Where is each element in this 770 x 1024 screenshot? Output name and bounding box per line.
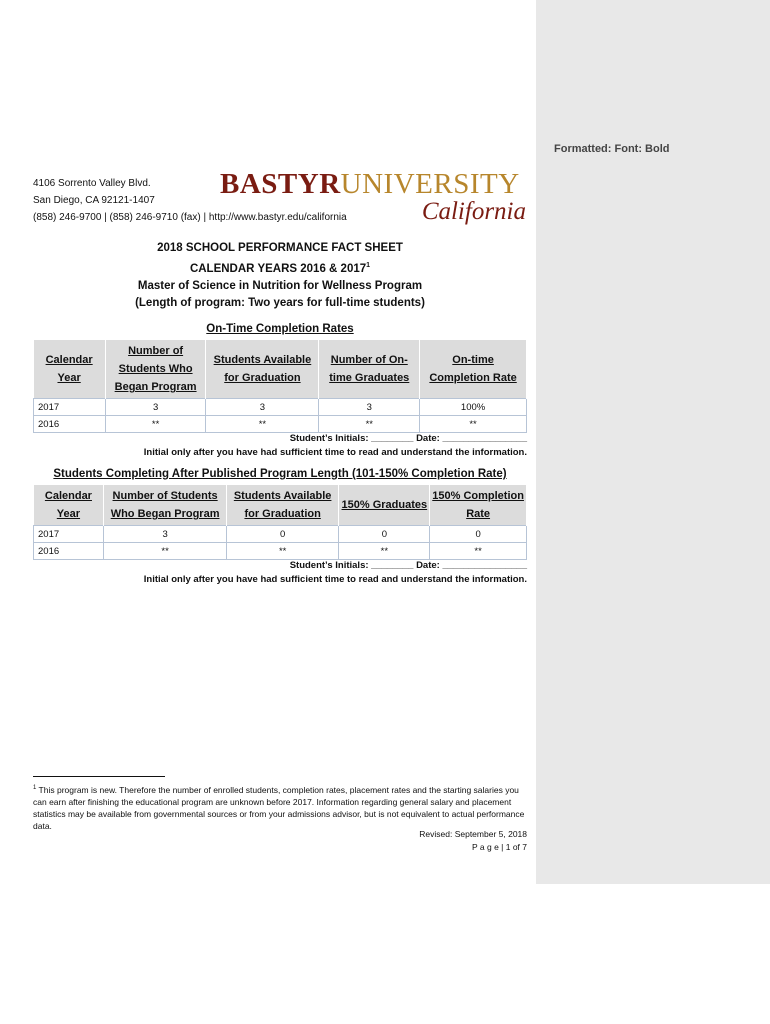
revised-date: Revised: September 5, 2018 [419,829,527,839]
address-street: 4106 Sorrento Valley Blvd. [33,178,151,189]
col-began-program: Number of Students Who Began Program [105,340,206,399]
col-on-time-rate: On-time Completion Rate [420,340,527,399]
col-150-graduates: 150% Graduates [339,485,430,526]
initials-line: Student’s Initials: ________ Date: ________________ [289,560,527,571]
table-row: 2017 3 0 0 0 [34,526,527,543]
logo-california: California [421,198,526,225]
page-number: P a g e | 1 of 7 [472,842,527,852]
footnote-text: This program is new. Therefore the number of enrolled students, completion rates, placement rates and the starting salaries you can earn after finishing the educational program are unknown before 2017. Information regarding general salary and placement statistics may be available from governmental sources or from your admissions advisor, but is not equivalent to actual performance data. [33,784,525,831]
initials-note: Initial only after you have had sufficient time to read and understand the information. [143,447,527,458]
document-title [33,240,527,312]
initials-line: Student’s Initials: ________ Date: ________________ [289,433,527,444]
title-line-3: Master of Science in Nutrition for Wellness Program [137,279,423,292]
footnote-ref: 1 [366,262,371,269]
table-row: 2016 ** ** ** ** [34,416,527,433]
initials-block-1 [33,432,527,460]
col-150-rate: 150% Completion Rate [430,485,527,526]
initials-block-2 [33,559,527,587]
address-contact: (858) 246-9700 | (858) 246-9710 (fax) | http://www.bastyr.edu/california [33,212,347,223]
table-row: 2016 ** ** ** ** [34,543,527,560]
initials-note: Initial only after you have had sufficient time to read and understand the information. [143,574,527,585]
address-city: San Diego, CA 92121-1407 [33,195,155,206]
table-row: 2017 3 3 3 100% [34,399,527,416]
logo-university: UNIVERSITY [340,168,520,200]
page-footer [33,828,527,854]
col-on-time-graduates: Number of On-time Graduates [319,340,420,399]
on-time-heading: On-Time Completion Rates [206,323,354,335]
footnote [33,782,527,832]
title-line-4: (Length of program: Two years for full-time students) [135,296,425,309]
logo-bastyr: BASTYR [220,168,341,200]
footnote-marker: 1 [33,785,37,791]
footnote-separator [33,776,165,777]
comment-panel [536,0,770,884]
col-students-available: Students Available for Graduation [206,340,319,399]
col-calendar-year: Calendar Year [34,340,106,399]
on-time-table [33,340,527,433]
university-logo [220,168,528,228]
comment-label: Formatted: Font: Bold [554,143,670,155]
extended-table [33,485,527,560]
title-line-1: 2018 SCHOOL PERFORMANCE FACT SHEET [157,242,403,254]
col-students-available: Students Available for Graduation [226,485,339,526]
title-line-2: CALENDAR YEARS 2016 & 2017$^1$ [189,262,371,275]
col-began-program: Number of Students Who Began Program [104,485,226,526]
col-calendar-year: Calendar Year [34,485,104,526]
extended-heading: Students Completing After Published Program Length (101-150% Completion Rate) [53,468,507,480]
